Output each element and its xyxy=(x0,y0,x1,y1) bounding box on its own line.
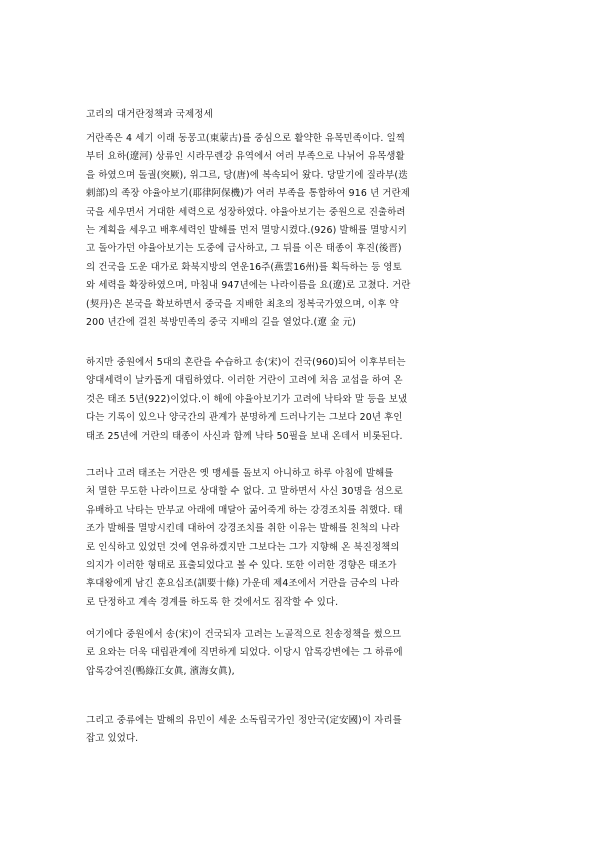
paragraph-line: 을 하였으며 돌궐(突厥), 위그르, 당(唐)에 복속되어 왔다. 당말기에 질라부(迭 xyxy=(86,169,408,181)
paragraph-line: 여기에다 중원에서 송(宋)이 건국되자 고려는 노골적으로 친송정책을 썼으므 xyxy=(86,629,402,640)
paragraph-line: (契丹)은 본국을 확보하면서 중국을 지배한 최초의 정복국가였으며, 이후 약 xyxy=(86,298,399,310)
paragraph-line: 하지만 중원에서 5대의 혼란을 수습하고 송(宋)이 건국(960)되어 이후부터는 xyxy=(86,357,406,368)
paragraph-line: 다는 기록이 있으나 양국간의 관계가 분명하게 드러나기는 그보다 20년 후인 xyxy=(86,412,403,424)
paragraph-line: 로 요와는 더욱 대립관계에 직면하게 되었다. 이당시 압록강변에는 그 하류에 xyxy=(86,647,403,659)
paragraph-line: 태조 25년에 거란의 태종이 사신과 함께 낙타 50필을 보내 온데서 비롯된다. xyxy=(86,430,403,442)
paragraph-5 xyxy=(86,712,510,749)
paragraph-1 xyxy=(86,130,510,332)
paragraph-line: 는 계획을 세우고 배후세력인 발해를 먼저 멸망시켰다.(926) 발해를 멸망시키 xyxy=(86,225,408,237)
paragraph-line: 와 세력을 확장하였으며, 마침내 947년에는 나라이름을 요(遼)로 고쳤다. 거란 xyxy=(86,280,411,292)
paragraph-line: 국을 세우면서 거대한 세력으로 성장하였다. 야율아보기는 중원으로 진출하려 xyxy=(86,206,406,218)
paragraph-line: 후대왕에게 남긴 훈요십조(訓要十條) 가운데 제4조에서 거란을 금수의 나라 xyxy=(86,578,400,590)
paragraph-line: 그리고 중류에는 발해의 유민이 세운 소독립국가인 정안국(定安國)이 자리를 xyxy=(86,715,402,726)
paragraph-4 xyxy=(86,626,510,681)
paragraph-line: 조가 발해를 멸망시킨데 대하여 강경조치를 취한 이유는 발해를 친척의 나라 xyxy=(86,523,400,535)
paragraph-line: 로 단정하고 계속 경계를 하도록 한 것에서도 짐작할 수 있다. xyxy=(86,596,339,608)
paragraph-line: 양대세력이 날카롭게 대립하였다. 이러한 거란이 고려에 처음 교섭을 하여 온 xyxy=(86,375,403,387)
paragraph-line: 그러나 고려 태조는 거란은 옛 맹세를 돌보지 아니하고 하루 아침에 발해를 xyxy=(86,468,394,479)
paragraph-line: 고 돌아가던 야율아보기는 도중에 급사하고, 그 뒤를 이은 태종이 후진(後晋) xyxy=(86,243,402,255)
paragraph-line: 압록강여진(鴨綠江女眞, 濱海女眞), xyxy=(86,665,235,677)
paragraph-2 xyxy=(86,354,510,446)
paragraph-line: 것은 태조 5년(922)이었다.이 해에 야율아보기가 고려에 낙타와 말 등을 보냈 xyxy=(86,393,408,405)
paragraph-line: 처 멸한 무도한 나라이므로 상대할 수 없다. 고 말하면서 사신 30명을 섬으로 xyxy=(86,486,403,498)
paragraph-3 xyxy=(86,465,510,612)
document-title: 고리의 대거란정책과 국제정세 xyxy=(86,109,213,120)
paragraph-line: 거란족은 4 세기 이래 동몽고(東蒙古)를 중심으로 활약한 유목민족이다. 일찍 xyxy=(86,133,406,144)
paragraph-line: 剌部)의 족장 야율아보기(耶律阿保機)가 여러 부족을 통합하여 916 년 거란제 xyxy=(86,188,411,200)
paragraph-line: 유배하고 낙타는 만부교 아래에 매달아 굶어죽게 하는 강경조치를 취했다. 태 xyxy=(86,504,403,516)
paragraph-line: 의 건국을 도운 대가로 화북지방의 연운16주(燕雲16州)를 획득하는 등 영토 xyxy=(86,261,402,273)
paragraph-line: 200 년간에 걸친 북방민족의 중국 지배의 길을 열었다.(遼 金 元) xyxy=(86,317,356,329)
paragraph-line: 로 인식하고 있었던 것에 연유하겠지만 그보다는 그가 지향해 온 북진정책의 xyxy=(86,541,400,553)
paragraph-line: 부터 요하(遼河) 상류인 시라무렌강 유역에서 여러 부족으로 나뉘어 유목생활 xyxy=(86,151,405,163)
paragraph-line: 의지가 이러한 형태로 표출되었다고 볼 수 있다. 또한 이러한 경향은 태조가 xyxy=(86,560,397,572)
paragraph-line: 잡고 있었다. xyxy=(86,733,139,745)
